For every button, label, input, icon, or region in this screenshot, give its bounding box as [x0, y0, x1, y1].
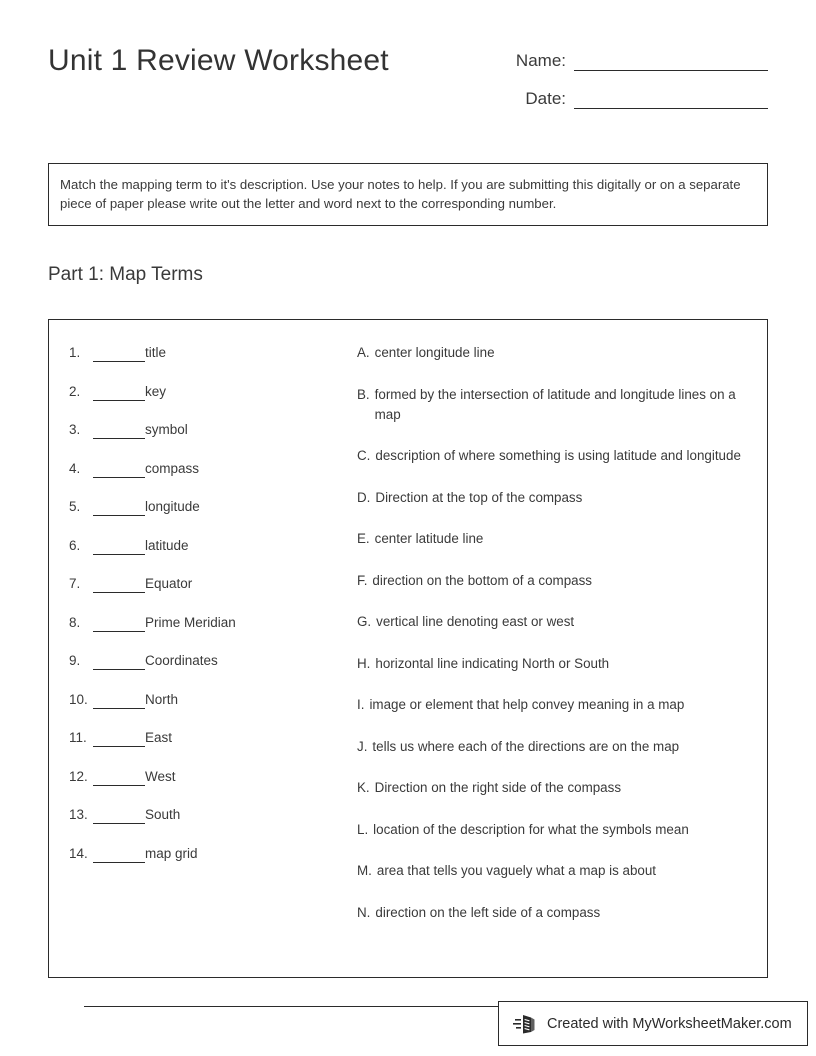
worksheet-header — [48, 44, 768, 124]
term-number: 5. — [69, 499, 81, 514]
term-number: 13. — [69, 807, 88, 822]
term-answer-blank[interactable] — [93, 538, 145, 555]
definition-row — [357, 343, 749, 363]
term-row — [67, 344, 347, 362]
term-answer-blank[interactable] — [93, 807, 145, 824]
term-row — [67, 806, 347, 824]
definition-letter: C. — [357, 448, 371, 463]
definition-text: direction on the bottom of a compass — [372, 572, 593, 588]
term-label: title — [145, 345, 167, 360]
definition-row — [357, 861, 749, 881]
definition-letter: H. — [357, 655, 371, 671]
term-number: 6. — [69, 537, 81, 553]
definitions-column — [357, 343, 749, 944]
definition-row — [357, 571, 749, 591]
definition-letter: D. — [357, 489, 371, 505]
term-label: compass — [145, 460, 200, 476]
definition-letter: J. — [357, 738, 368, 754]
definition-letter: E. — [357, 531, 370, 546]
term-answer-blank[interactable] — [93, 422, 145, 439]
definition-letter: A. — [357, 345, 370, 360]
definition-row — [357, 820, 749, 840]
term-row — [67, 575, 347, 593]
term-label: North — [145, 691, 179, 707]
definition-row — [357, 695, 749, 715]
date-field-row — [498, 88, 768, 109]
definition-letter: F. — [357, 572, 368, 588]
terms-column — [67, 344, 347, 883]
definition-text: location of the description for what the symbols mean — [373, 821, 689, 837]
term-number: 10. — [69, 691, 88, 707]
term-number: 1. — [69, 345, 81, 360]
definition-row — [357, 488, 749, 508]
definition-row — [357, 612, 749, 632]
term-label: key — [145, 383, 167, 399]
definition-letter: G. — [357, 614, 372, 629]
term-row — [67, 537, 347, 555]
term-answer-blank[interactable] — [93, 384, 145, 401]
definition-letter: M. — [357, 863, 372, 878]
term-row — [67, 383, 347, 401]
definition-letter: N. — [357, 904, 371, 920]
term-answer-blank[interactable] — [93, 576, 145, 593]
footer-badge[interactable] — [498, 1001, 808, 1046]
term-label: Coordinates — [145, 653, 218, 668]
matching-exercise-box — [48, 319, 768, 978]
definition-text: area that tells you vaguely what a map is about — [376, 863, 657, 878]
term-label: East — [145, 730, 173, 745]
worksheet-maker-logo-icon — [513, 1011, 539, 1037]
date-input[interactable] — [574, 88, 768, 109]
term-number: 12. — [69, 768, 88, 784]
term-number: 4. — [69, 460, 81, 476]
term-row — [67, 421, 347, 439]
term-number: 7. — [69, 576, 81, 591]
term-number: 9. — [69, 653, 81, 668]
term-row — [67, 652, 347, 670]
term-answer-blank[interactable] — [93, 615, 145, 632]
term-label: Prime Meridian — [145, 614, 236, 630]
definition-letter: L. — [357, 821, 369, 837]
term-answer-blank[interactable] — [93, 692, 145, 709]
name-field-row — [498, 50, 768, 71]
term-answer-blank[interactable] — [93, 730, 145, 747]
definition-letter: I. — [357, 697, 365, 712]
term-answer-blank[interactable] — [93, 345, 145, 362]
term-row — [67, 614, 347, 632]
definition-text: direction on the left side of a compass — [375, 904, 601, 920]
footer-divider — [84, 1006, 504, 1007]
term-label: longitude — [145, 499, 200, 514]
term-row — [67, 768, 347, 786]
instructions-box: Match the mapping term to it's description. Use your notes to help. If you are submitting this digitally or on a separate piece of paper please write out the letter and word next to the corresponding number. — [48, 163, 768, 226]
definition-text: center latitude line — [374, 531, 484, 546]
definition-text: center longitude line — [374, 345, 495, 360]
definition-letter: K. — [357, 780, 370, 795]
term-row — [67, 498, 347, 516]
definition-row — [357, 654, 749, 674]
matching-columns — [49, 320, 767, 977]
term-label: Equator — [145, 576, 193, 591]
term-number: 11. — [69, 730, 87, 745]
definition-row — [357, 903, 749, 923]
term-answer-blank[interactable] — [93, 653, 145, 670]
term-number: 8. — [69, 614, 81, 630]
term-number: 3. — [69, 422, 81, 437]
term-label: South — [145, 807, 181, 822]
term-row — [67, 729, 347, 747]
definition-text: Direction on the right side of the compass — [374, 780, 622, 795]
definition-text: Direction at the top of the compass — [375, 489, 583, 505]
term-number: 14. — [69, 845, 88, 861]
term-label: West — [145, 768, 176, 784]
term-answer-blank[interactable] — [93, 461, 145, 478]
definition-row — [357, 737, 749, 757]
definition-row — [357, 778, 749, 798]
term-label: map grid — [145, 845, 198, 861]
term-answer-blank[interactable] — [93, 846, 145, 863]
term-label: latitude — [145, 537, 189, 553]
date-label: Date: — [525, 89, 566, 108]
section-heading: Part 1: Map Terms — [48, 264, 203, 285]
page-title: Unit 1 Review Worksheet — [48, 44, 389, 77]
definition-row — [357, 446, 749, 466]
definition-text: formed by the intersection of latitude and longitude lines on a map — [374, 386, 736, 422]
term-row — [67, 460, 347, 478]
term-answer-blank[interactable] — [93, 499, 145, 516]
definition-text: description of where something is using latitude and longitude — [375, 448, 741, 463]
term-label: symbol — [145, 422, 188, 437]
term-number: 2. — [69, 383, 81, 399]
term-row — [67, 845, 347, 863]
definition-row — [357, 529, 749, 549]
definition-text: horizontal line indicating North or South — [375, 655, 610, 671]
term-answer-blank[interactable] — [93, 769, 145, 786]
name-label: Name: — [515, 51, 566, 70]
definition-text: vertical line denoting east or west — [376, 614, 575, 629]
definition-text: tells us where each of the directions are on the map — [372, 738, 680, 754]
definition-text: image or element that help convey meaning in a map — [369, 697, 685, 712]
name-input[interactable] — [574, 50, 768, 71]
definition-row — [357, 385, 749, 425]
term-row — [67, 691, 347, 709]
definition-letter: B. — [357, 386, 370, 402]
footer-badge-label: Created with MyWorksheetMaker.com — [547, 1015, 792, 1032]
